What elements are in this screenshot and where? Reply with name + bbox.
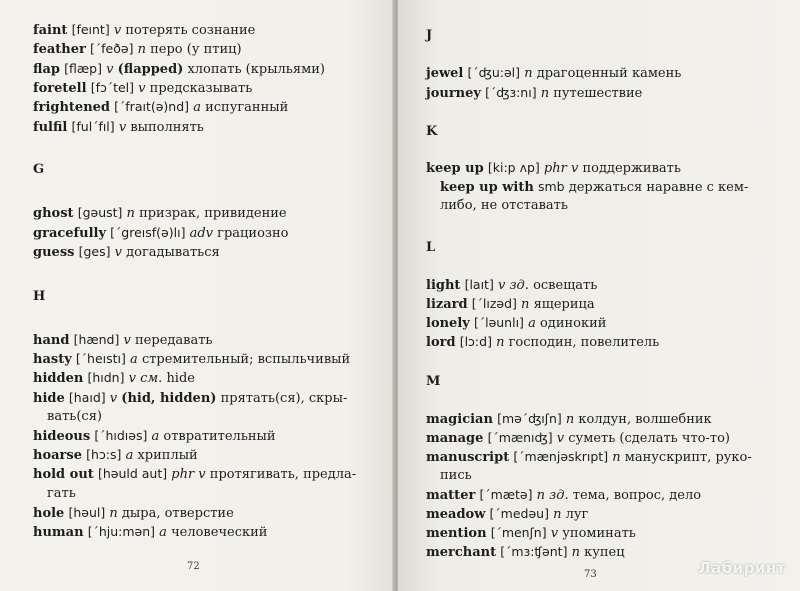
translation: хриплый bbox=[137, 448, 198, 464]
part-of-speech: a bbox=[130, 352, 138, 368]
transcription: [ˊfraıt(ə)nd] bbox=[114, 99, 190, 115]
transcription: [flæp] bbox=[64, 60, 102, 76]
translation: колдун, волшебник bbox=[578, 412, 712, 427]
transcription: [ˊmænjəskrıpt] bbox=[513, 449, 609, 464]
translation: грациозно bbox=[217, 225, 289, 241]
transcription: [hænd] bbox=[73, 332, 120, 347]
dictionary-entry bbox=[33, 368, 378, 388]
headword: meadow bbox=[426, 507, 486, 522]
dictionary-entry bbox=[33, 349, 378, 369]
headword: hide bbox=[33, 390, 65, 406]
dictionary-entry bbox=[426, 313, 781, 333]
translation: манускрипт, руко- bbox=[624, 450, 752, 465]
transcription: [feınt] bbox=[71, 22, 110, 37]
part-of-speech: v bbox=[128, 371, 136, 387]
part-of-speech: v bbox=[114, 245, 122, 260]
transcription: [ˊləunlı] bbox=[473, 315, 524, 330]
part-of-speech: n зд. bbox=[536, 488, 569, 503]
transcription: [ˊmænıʤ] bbox=[487, 430, 553, 445]
translation: предсказывать bbox=[149, 80, 253, 96]
translation: ящерица bbox=[533, 297, 595, 312]
transcription: [ˊgreısf(ə)lı] bbox=[110, 224, 186, 240]
part-of-speech: phr v bbox=[543, 161, 579, 176]
dictionary-entry bbox=[426, 332, 781, 352]
headword: hole bbox=[33, 505, 65, 521]
part-of-speech: n bbox=[524, 66, 533, 81]
section-letter: H bbox=[33, 289, 46, 304]
section-letter: L bbox=[426, 240, 436, 255]
part-of-speech: v bbox=[556, 431, 565, 446]
part-of-speech: v bbox=[109, 390, 118, 406]
dictionary-entry bbox=[33, 464, 378, 484]
transcription: [ges] bbox=[78, 244, 111, 259]
dictionary-entry bbox=[426, 447, 781, 467]
dictionary-entry bbox=[33, 388, 378, 408]
translation: потерять сознание bbox=[125, 23, 256, 38]
transcription: [hɔ:s] bbox=[86, 447, 122, 463]
part-of-speech: v bbox=[138, 80, 146, 96]
part-of-speech: n bbox=[565, 412, 575, 427]
headword: lord bbox=[426, 335, 456, 350]
part-of-speech: a bbox=[125, 448, 134, 464]
dictionary-entry bbox=[426, 63, 781, 83]
cross-ref-label: см. bbox=[140, 371, 163, 387]
part-of-speech: a bbox=[151, 429, 160, 444]
translation: отвратительный bbox=[163, 429, 276, 444]
headword: gracefully bbox=[33, 225, 107, 241]
section-letter: J bbox=[426, 28, 433, 43]
transcription: [fulˊfıl] bbox=[71, 118, 115, 134]
headword: magician bbox=[426, 412, 493, 427]
page-number-right: 73 bbox=[584, 569, 597, 580]
translation-continuation: гать bbox=[47, 485, 76, 501]
translation: хлопать (крыльями) bbox=[187, 61, 325, 77]
headword: keep up with bbox=[440, 180, 534, 195]
dictionary-entry bbox=[33, 223, 378, 243]
part-of-speech: phr v bbox=[171, 467, 206, 483]
headword: manage bbox=[426, 431, 484, 446]
dictionary-entry bbox=[426, 504, 781, 524]
translation-continuation: либо, не отставать bbox=[440, 198, 568, 213]
part-of-speech: n bbox=[571, 545, 580, 560]
dictionary-entry bbox=[426, 177, 781, 197]
headword: lonely bbox=[426, 316, 470, 331]
dictionary-entry bbox=[426, 158, 781, 178]
section-letter: G bbox=[33, 162, 45, 177]
dictionary-entry bbox=[426, 83, 781, 103]
translation: одинокий bbox=[539, 316, 607, 331]
translation: перо (у птиц) bbox=[150, 42, 242, 58]
headword: guess bbox=[33, 245, 75, 260]
headword: journey bbox=[426, 85, 481, 101]
word-forms: (flapped) bbox=[117, 61, 184, 77]
part-of-speech: v bbox=[106, 61, 114, 77]
transcription: [ˊheıstı] bbox=[75, 351, 126, 367]
dictionary-entry bbox=[33, 426, 378, 446]
headword: feather bbox=[33, 42, 86, 58]
dictionary-entry bbox=[33, 330, 378, 350]
part-of-speech: n bbox=[612, 450, 621, 465]
part-of-speech: n bbox=[126, 206, 135, 221]
headword: merchant bbox=[426, 545, 497, 560]
translation-continuation: вать(ся) bbox=[47, 408, 102, 424]
transcription: [lɔ:d] bbox=[459, 334, 492, 349]
headword: foretell bbox=[33, 80, 87, 96]
translation: прятать(ся), скры- bbox=[220, 390, 348, 406]
part-of-speech: n bbox=[496, 335, 505, 350]
dictionary-entry bbox=[426, 409, 781, 429]
transcription: [gəust] bbox=[77, 205, 123, 220]
transcription: [ˊmedəu] bbox=[489, 506, 549, 521]
dictionary-entry bbox=[33, 97, 378, 117]
headword: hold out bbox=[33, 467, 94, 483]
headword: faint bbox=[33, 23, 68, 38]
part-of-speech: n bbox=[109, 505, 118, 521]
part-of-speech: v bbox=[118, 119, 127, 135]
dictionary-entry bbox=[426, 485, 781, 505]
headword: hidden bbox=[33, 371, 84, 387]
translation: поддерживать bbox=[582, 161, 681, 176]
right-page bbox=[398, 0, 800, 591]
translation: выполнять bbox=[130, 119, 204, 135]
transcription: [ˊmenʃn] bbox=[490, 525, 547, 540]
transcription: [fɔˊtel] bbox=[90, 79, 135, 95]
transcription: [ˊmætə] bbox=[479, 487, 533, 502]
dictionary-entry bbox=[33, 522, 378, 542]
transcription: smb bbox=[537, 179, 565, 194]
part-of-speech: n bbox=[521, 297, 530, 312]
dictionary-entry bbox=[33, 78, 378, 98]
dictionary-entry bbox=[33, 203, 378, 223]
dictionary-entry bbox=[33, 20, 378, 40]
headword: frightened bbox=[33, 100, 111, 116]
transcription: [ˊhju:mən] bbox=[87, 524, 156, 539]
cross-ref-target: hide bbox=[166, 371, 195, 387]
headword: human bbox=[33, 525, 84, 540]
translation: призрак, привидение bbox=[139, 206, 287, 221]
headword: hoarse bbox=[33, 448, 82, 464]
transcription: [həuld aut] bbox=[97, 466, 168, 482]
transcription: [ˊhıdıəs] bbox=[94, 428, 148, 443]
translation: догадываться bbox=[126, 245, 220, 260]
translation: тема, вопрос, дело bbox=[572, 488, 702, 503]
dictionary-entry bbox=[33, 117, 378, 137]
part-of-speech: v зд. bbox=[497, 278, 529, 293]
left-page bbox=[0, 0, 394, 591]
headword: jewel bbox=[426, 66, 464, 81]
headword: hasty bbox=[33, 352, 72, 368]
transcription: [ˊlızəd] bbox=[471, 296, 517, 311]
dictionary-entry bbox=[426, 275, 781, 295]
headword: hideous bbox=[33, 429, 91, 444]
part-of-speech: adv bbox=[189, 225, 214, 241]
headword: fulfil bbox=[33, 119, 68, 135]
translation: луг bbox=[565, 507, 589, 522]
transcription: [hıdn] bbox=[87, 370, 125, 386]
part-of-speech: a bbox=[528, 316, 536, 331]
translation: путешествие bbox=[553, 85, 643, 101]
headword: light bbox=[426, 278, 461, 293]
translation: передавать bbox=[135, 333, 213, 348]
headword: manuscript bbox=[426, 450, 510, 465]
part-of-speech: n bbox=[553, 507, 562, 522]
headword: mention bbox=[426, 526, 487, 541]
dictionary-entry bbox=[33, 59, 378, 79]
headword: matter bbox=[426, 488, 476, 503]
part-of-speech: n bbox=[137, 42, 146, 58]
transcription: [ˊʤu:əl] bbox=[467, 65, 521, 80]
part-of-speech: v bbox=[550, 526, 559, 541]
part-of-speech: n bbox=[540, 85, 550, 101]
translation: держаться наравне с кем- bbox=[568, 180, 749, 195]
dictionary-entry bbox=[33, 445, 378, 465]
transcription: [laıt] bbox=[464, 277, 494, 292]
translation: драгоценный камень bbox=[536, 66, 682, 81]
transcription: [ˊmɜ:ʧənt] bbox=[500, 544, 568, 559]
section-letter: M bbox=[426, 374, 441, 389]
translation: дыра, отверстие bbox=[121, 505, 234, 521]
dictionary-entry bbox=[33, 503, 378, 523]
part-of-speech: a bbox=[159, 525, 167, 540]
translation-continuation: пись bbox=[440, 468, 472, 483]
translation: протягивать, предла- bbox=[209, 467, 357, 483]
headword: ghost bbox=[33, 206, 74, 221]
word-forms: (hid, hidden) bbox=[121, 390, 217, 406]
headword: hand bbox=[33, 333, 70, 348]
headword: lizard bbox=[426, 297, 468, 312]
translation: суметь (сделать что-то) bbox=[568, 431, 730, 446]
translation: упоминать bbox=[562, 526, 636, 541]
transcription: [ˊʤɜ:nı] bbox=[485, 84, 537, 100]
translation: стремительный; вспыльчивый bbox=[141, 352, 351, 368]
translation: господин, повелитель bbox=[508, 335, 660, 350]
translation: купец bbox=[584, 545, 625, 560]
translation: освещать bbox=[533, 278, 598, 293]
transcription: [haıd] bbox=[68, 389, 106, 405]
translation: испуганный bbox=[205, 100, 289, 116]
dictionary-entry bbox=[426, 523, 781, 543]
part-of-speech: a bbox=[193, 100, 201, 116]
part-of-speech: v bbox=[123, 333, 131, 348]
dictionary-entry bbox=[426, 428, 781, 448]
dictionary-entry bbox=[33, 242, 378, 262]
page-number-left: 72 bbox=[187, 561, 200, 572]
watermark-logo: Лабиринт bbox=[698, 559, 786, 577]
dictionary-entry bbox=[426, 294, 781, 314]
transcription: [ˊfeðə] bbox=[90, 41, 134, 57]
part-of-speech: v bbox=[113, 23, 122, 38]
section-letter: K bbox=[426, 124, 438, 139]
translation: человеческий bbox=[171, 525, 268, 540]
transcription: [məˊʤıʃn] bbox=[497, 411, 562, 426]
dictionary-entry bbox=[33, 39, 378, 59]
transcription: [ki:p ʌp] bbox=[487, 160, 540, 175]
headword: keep up bbox=[426, 161, 484, 176]
headword: flap bbox=[33, 61, 60, 77]
transcription: [həul] bbox=[68, 504, 106, 520]
